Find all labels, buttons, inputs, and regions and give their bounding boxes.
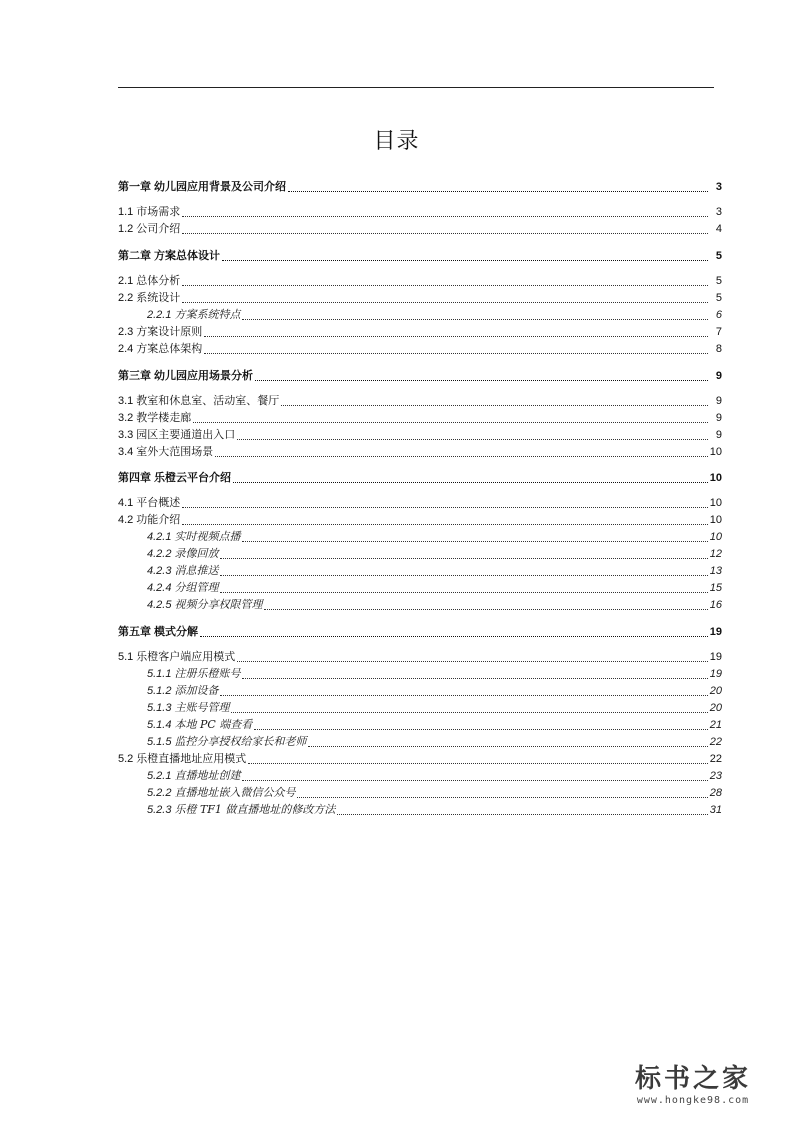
toc-dot-leader <box>182 292 708 303</box>
toc-entry-title: 平台概述 <box>136 496 181 509</box>
toc-page-number: 12 <box>709 548 722 560</box>
toc-entry[interactable] <box>118 718 722 732</box>
toc-dot-leader <box>222 250 708 261</box>
toc-entry-title: 录像回放 <box>174 547 219 560</box>
toc-page-number: 10 <box>709 472 722 484</box>
toc-entry-number: 4.2.1 <box>147 531 172 543</box>
toc-entry[interactable] <box>118 325 722 339</box>
toc-entry-title: 本地 PC 端查看 <box>174 718 253 731</box>
toc-page-number: 9 <box>715 429 722 441</box>
toc-entry-title: 公司介绍 <box>136 222 181 235</box>
toc-entry-number: 5.1.1 <box>147 668 172 680</box>
toc-entry-title: 实时视频点播 <box>174 530 241 543</box>
toc-dot-leader <box>182 223 708 234</box>
toc-entry-title: 方案总体设计 <box>154 249 220 262</box>
toc-entry[interactable] <box>118 394 722 408</box>
toc-entry[interactable] <box>118 752 722 766</box>
toc-entry-number: 3.2 <box>118 412 134 424</box>
toc-entry-title: 注册乐橙账号 <box>174 667 241 680</box>
toc-page-number: 23 <box>709 770 722 782</box>
toc-dot-leader <box>204 343 708 354</box>
toc-dot-leader <box>337 804 707 815</box>
toc-page-number: 9 <box>715 412 722 424</box>
toc-entry-number: 4.2.5 <box>147 599 172 611</box>
toc-dot-leader <box>182 514 707 525</box>
toc-page-number: 9 <box>715 395 722 407</box>
toc-entry-title: 方案设计原则 <box>136 325 203 338</box>
toc-entry[interactable] <box>118 650 722 664</box>
toc-entry-title: 室外大范围场景 <box>136 445 214 458</box>
toc-entry-title: 直播地址嵌入微信公众号 <box>174 786 296 799</box>
toc-entry[interactable] <box>118 581 722 595</box>
toc-entry-number: 5.1.5 <box>147 736 172 748</box>
toc-entry[interactable] <box>118 547 722 561</box>
toc-entry-number: 5.2.2 <box>147 787 172 799</box>
toc-dot-leader <box>242 309 708 320</box>
toc-entry[interactable] <box>118 513 722 527</box>
toc-entry-title: 乐橙 TF1 做直播地址的修改方法 <box>174 803 336 816</box>
toc-entry-title: 总体分析 <box>136 274 181 287</box>
toc-dot-leader <box>242 531 707 542</box>
toc-entry-title: 幼儿园应用场景分析 <box>154 369 253 382</box>
toc-dot-leader <box>242 770 707 781</box>
toc-dot-leader <box>200 626 708 637</box>
toc-entry-title: 分组管理 <box>174 581 219 594</box>
toc-page-number: 10 <box>709 446 722 458</box>
toc-entry-number: 5.2.1 <box>147 770 172 782</box>
toc-page-number: 22 <box>709 736 722 748</box>
toc-entry-number: 4.2.2 <box>147 548 172 560</box>
toc-dot-leader <box>242 668 707 679</box>
toc-entry-number: 5.2.3 <box>147 804 172 816</box>
toc-entry[interactable] <box>118 274 722 288</box>
toc-entry-number: 4.1 <box>118 497 134 509</box>
toc-entry[interactable] <box>118 769 722 783</box>
toc-entry-number: 3.1 <box>118 395 134 407</box>
toc-page-number: 9 <box>715 370 722 382</box>
toc-entry[interactable] <box>118 667 722 681</box>
toc-entry-number: 4.2.3 <box>147 565 172 577</box>
toc-entry-number: 2.2 <box>118 292 134 304</box>
toc-page-number: 16 <box>709 599 722 611</box>
toc-entry-number: 5.1.4 <box>147 719 172 731</box>
toc-entry[interactable] <box>118 411 722 425</box>
toc-entry[interactable] <box>118 735 722 749</box>
toc-dot-leader <box>220 565 707 576</box>
toc-chapter-entry[interactable] <box>118 369 722 383</box>
toc-entry[interactable] <box>118 291 722 305</box>
toc-entry[interactable] <box>118 222 722 236</box>
toc-page-number: 13 <box>709 565 722 577</box>
toc-page-number: 10 <box>709 531 722 543</box>
toc-dot-leader <box>231 702 707 713</box>
toc-dot-leader <box>248 753 707 764</box>
toc-entry[interactable] <box>118 496 722 510</box>
toc-dot-leader <box>204 326 708 337</box>
toc-dot-leader <box>182 275 708 286</box>
toc-chapter-entry[interactable] <box>118 625 722 639</box>
toc-dot-leader <box>237 651 707 662</box>
toc-entry[interactable] <box>118 701 722 715</box>
toc-entry-number: 2.4 <box>118 343 134 355</box>
toc-entry-title: 添加设备 <box>174 684 219 697</box>
toc-entry[interactable] <box>118 428 722 442</box>
toc-entry-number: 5.1.2 <box>147 685 172 697</box>
toc-entry-title: 乐橙客户端应用模式 <box>136 650 236 663</box>
toc-page-number: 20 <box>709 685 722 697</box>
toc-dot-leader <box>220 548 707 559</box>
watermark <box>613 1064 773 1108</box>
toc-entry-title: 市场需求 <box>136 205 181 218</box>
toc-page-number: 21 <box>709 719 722 731</box>
toc-entry-number: 1.2 <box>118 223 134 235</box>
toc-entry-title: 方案系统特点 <box>174 308 241 321</box>
toc-entry-number: 4.2 <box>118 514 134 526</box>
toc-page-number: 31 <box>709 804 722 816</box>
toc-entry-number: 第五章 <box>118 626 151 638</box>
toc-page-number: 3 <box>715 206 722 218</box>
toc-entry[interactable] <box>118 308 722 322</box>
toc-dot-leader <box>220 685 707 696</box>
toc-page-number: 5 <box>715 250 722 262</box>
toc-entry-title: 消息推送 <box>174 564 219 577</box>
toc-page-number: 28 <box>709 787 722 799</box>
toc-entry[interactable] <box>118 342 722 356</box>
toc-entry[interactable] <box>118 803 722 817</box>
toc-page-number: 10 <box>709 497 722 509</box>
toc-entry-number: 第二章 <box>118 250 151 262</box>
toc-entry-number: 2.1 <box>118 275 134 287</box>
toc-page-number: 20 <box>709 702 722 714</box>
toc-entry-title: 主账号管理 <box>174 701 230 714</box>
toc-entry-title: 功能介绍 <box>136 513 181 526</box>
toc-chapter-entry[interactable] <box>118 249 722 263</box>
toc-page-number: 15 <box>709 582 722 594</box>
toc-entry-title: 幼儿园应用背景及公司介绍 <box>154 180 286 193</box>
toc-page-number: 4 <box>715 223 722 235</box>
toc-dot-leader <box>220 582 707 593</box>
toc-page-number: 5 <box>715 292 722 304</box>
toc-entry-title: 园区主要通道出入口 <box>136 428 236 441</box>
toc-dot-leader <box>288 181 708 192</box>
watermark-logo: 标书之家 <box>634 1064 751 1094</box>
toc-entry-number: 第三章 <box>118 370 151 382</box>
watermark-url: www.hongke98.com <box>636 1095 750 1106</box>
toc-dot-leader <box>255 370 708 381</box>
toc-dot-leader <box>233 472 708 483</box>
toc-dot-leader <box>182 497 707 508</box>
toc-dot-leader <box>237 429 708 440</box>
toc-dot-leader <box>193 412 708 423</box>
toc-entry[interactable] <box>118 684 722 698</box>
toc-entry-title: 教室和休息室、活动室、餐厅 <box>136 394 280 407</box>
toc-entry-number: 3.3 <box>118 429 134 441</box>
toc-page-number: 8 <box>715 343 722 355</box>
toc-entry-title: 视频分享权限管理 <box>174 598 263 611</box>
toc-page-number: 19 <box>709 626 722 638</box>
toc-chapter-entry[interactable] <box>118 471 722 485</box>
toc-entry-title: 方案总体架构 <box>136 342 203 355</box>
toc-entry[interactable] <box>118 564 722 578</box>
toc-dot-leader <box>308 736 707 747</box>
toc-entry-title: 乐橙直播地址应用模式 <box>136 752 247 765</box>
toc-entry[interactable] <box>118 445 722 459</box>
toc-entry-number: 5.2 <box>118 753 134 765</box>
toc-entry-number: 1.1 <box>118 206 134 218</box>
toc-page-number: 6 <box>715 309 722 321</box>
toc-page-number: 19 <box>709 651 722 663</box>
toc-entry-number: 第四章 <box>118 472 151 484</box>
toc-page-number: 22 <box>709 753 722 765</box>
toc-dot-leader <box>297 787 707 798</box>
toc-page-number: 7 <box>715 326 722 338</box>
toc-dot-leader <box>182 206 708 217</box>
toc-entry-number: 4.2.4 <box>147 582 172 594</box>
toc-entry[interactable] <box>118 205 722 219</box>
toc-dot-leader <box>254 719 707 730</box>
toc-entry-title: 模式分解 <box>154 625 198 638</box>
toc-page-number: 3 <box>715 181 722 193</box>
toc-page-number: 10 <box>709 514 722 526</box>
toc-dot-leader <box>264 599 707 610</box>
toc-entry-number: 3.4 <box>118 446 134 458</box>
toc-entry-number: 第一章 <box>118 181 151 193</box>
header-rule <box>118 87 714 88</box>
toc-entry[interactable] <box>118 530 722 544</box>
toc-entry-title: 教学楼走廊 <box>136 411 192 424</box>
toc-entry-title: 乐橙云平台介绍 <box>154 471 231 484</box>
toc-entry-number: 2.2.1 <box>147 309 172 321</box>
toc-entry-number: 2.3 <box>118 326 134 338</box>
toc-dot-leader <box>215 446 707 457</box>
toc-entry-number: 5.1.3 <box>147 702 172 714</box>
toc-entry[interactable] <box>118 598 722 612</box>
toc-entry-title: 系统设计 <box>136 291 181 304</box>
toc-chapter-entry[interactable] <box>118 180 722 194</box>
toc-page-number: 19 <box>709 668 722 680</box>
toc-entry-number: 5.1 <box>118 651 134 663</box>
toc-entry-title: 监控分享授权给家长和老师 <box>174 735 307 748</box>
toc-entry-title: 直播地址创建 <box>174 769 241 782</box>
page-title: 目录 <box>373 129 420 154</box>
toc-page-number: 5 <box>715 275 722 287</box>
toc-dot-leader <box>281 395 708 406</box>
toc-entry[interactable] <box>118 786 722 800</box>
